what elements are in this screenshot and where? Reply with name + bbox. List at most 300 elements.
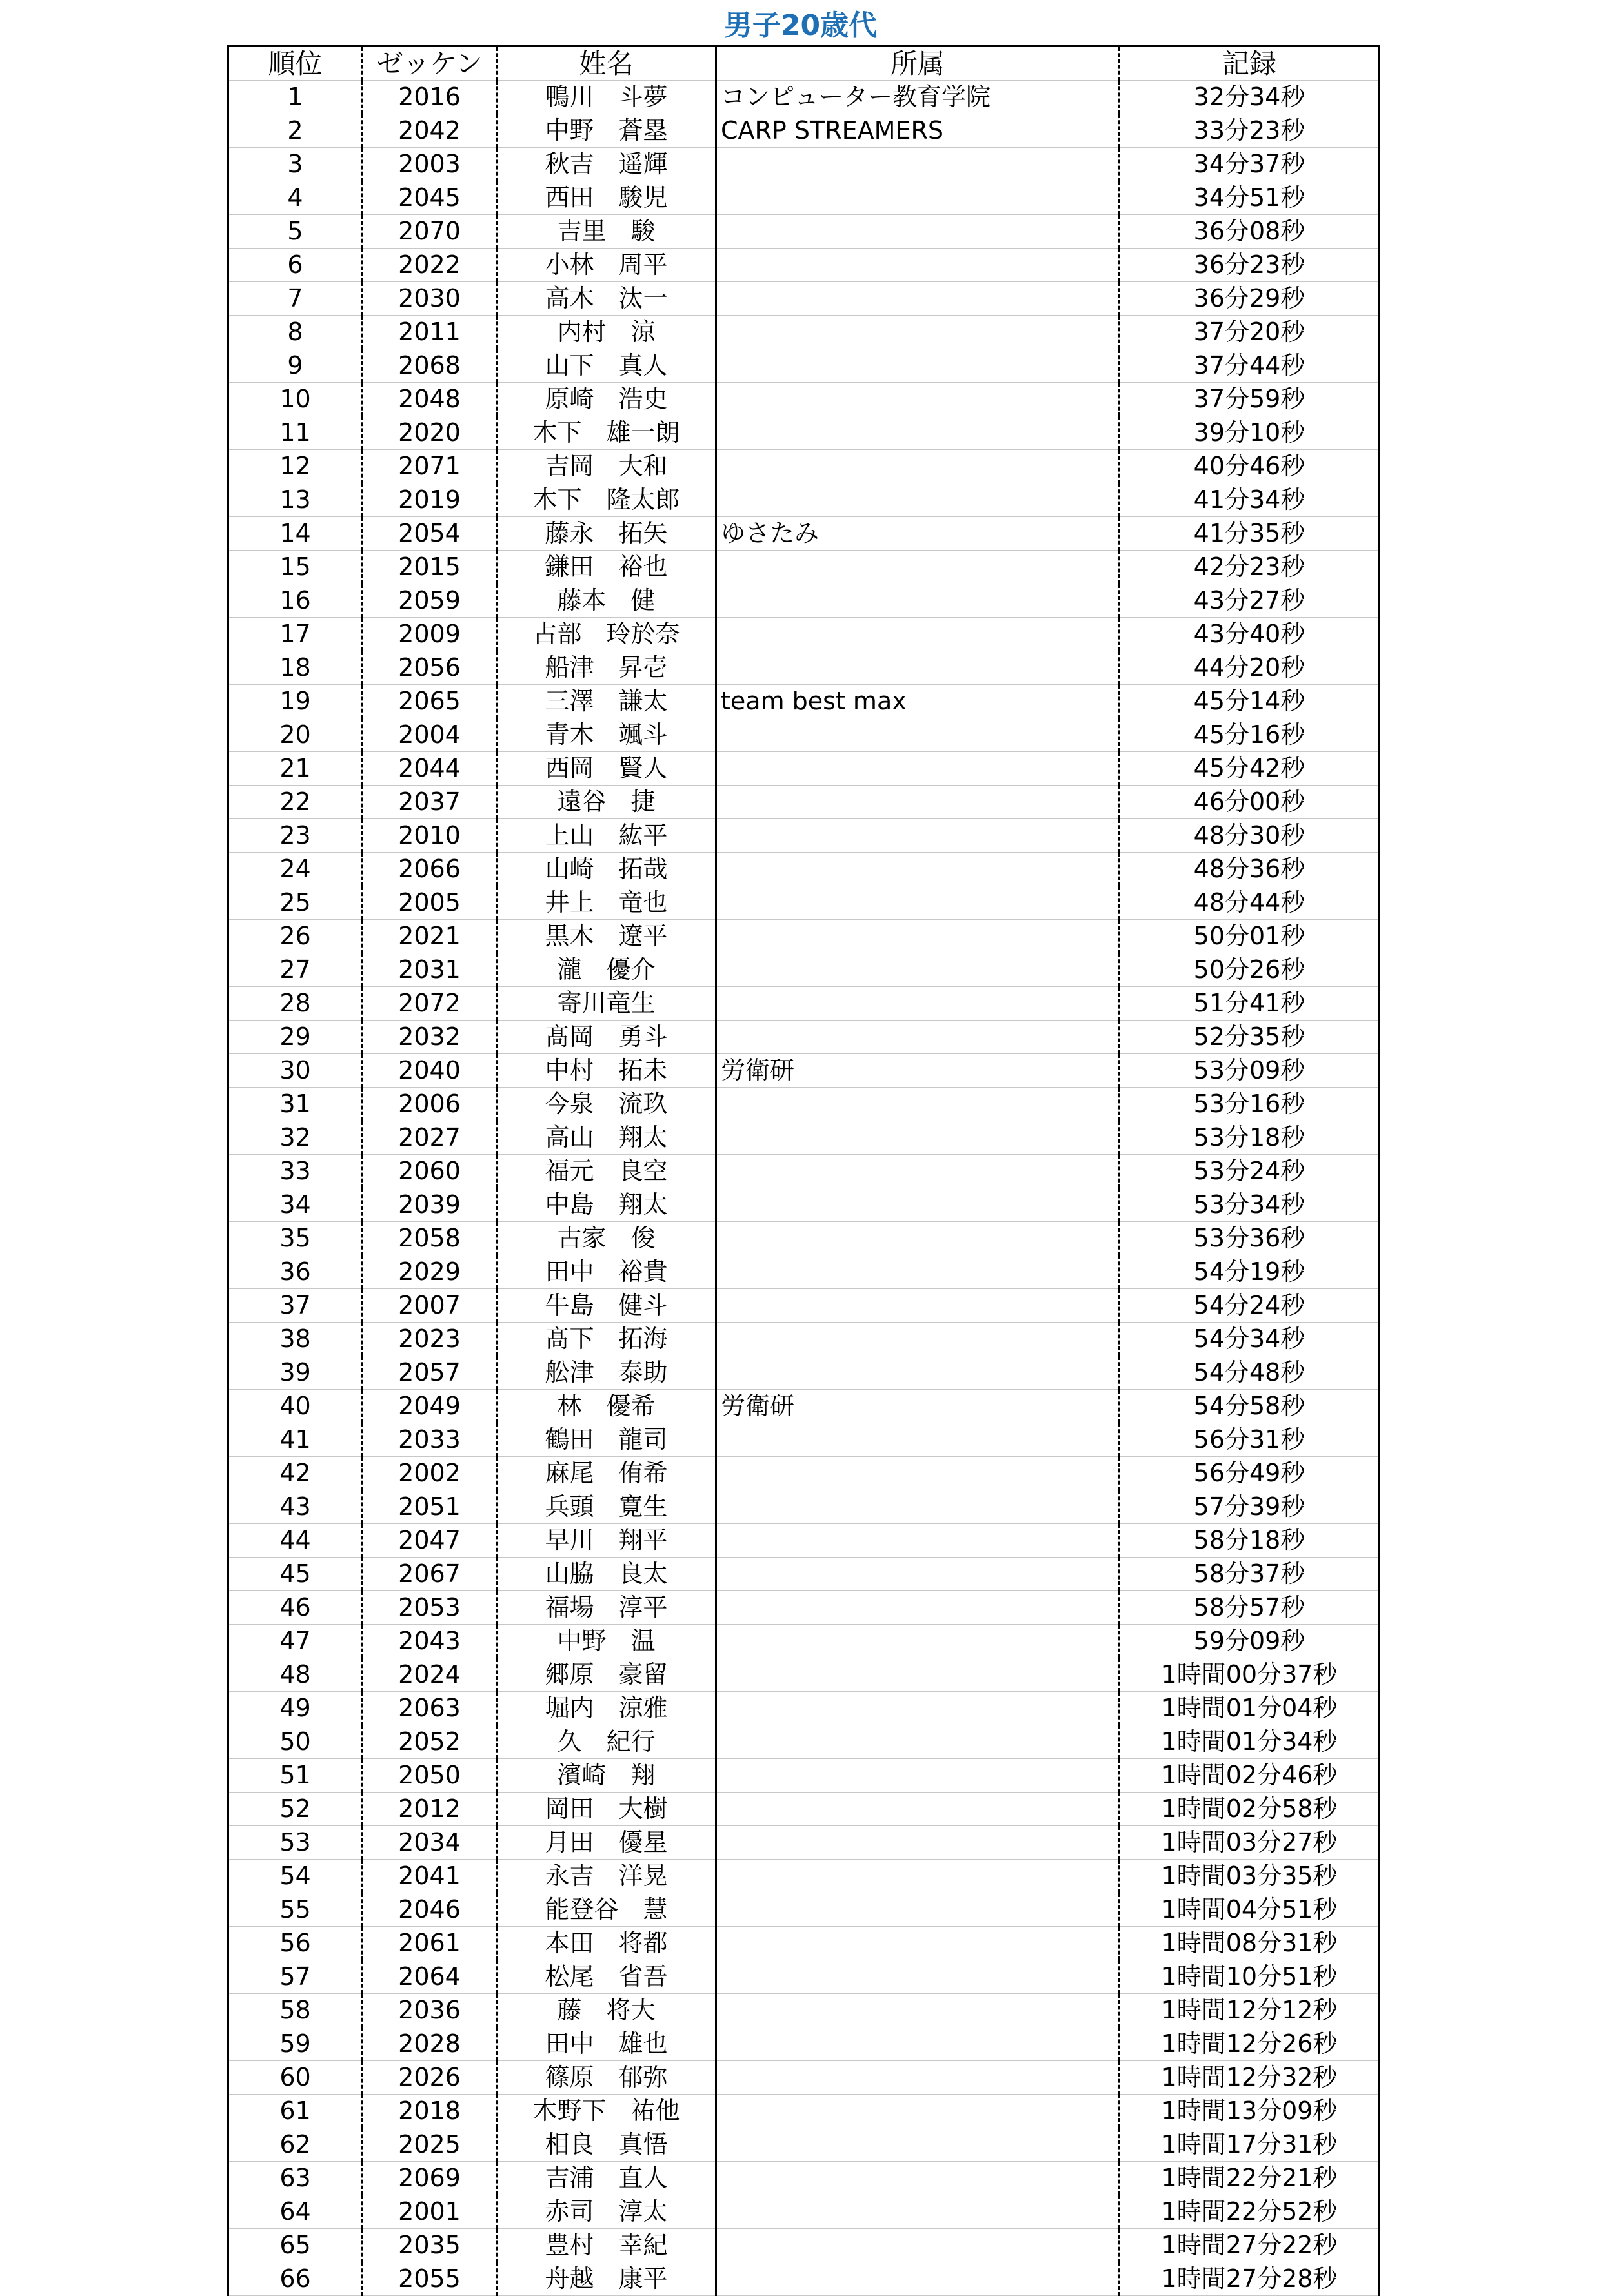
rank-cell: 13 (228, 483, 363, 517)
table-row (228, 1927, 1380, 1960)
time-cell: 45分14秒 (1120, 685, 1380, 718)
team-cell (716, 1356, 1120, 1390)
table-row (228, 181, 1380, 215)
team-cell (716, 249, 1120, 282)
bib-cell: 2056 (363, 651, 497, 685)
table-row (228, 316, 1380, 349)
bib-cell: 2044 (363, 752, 497, 786)
table-row (228, 920, 1380, 953)
rank-cell: 34 (228, 1188, 363, 1222)
name-cell: 豊村 幸紀 (497, 2229, 716, 2262)
name-cell: 赤司 淳太 (497, 2195, 716, 2229)
time-cell: 33分23秒 (1120, 114, 1380, 148)
bib-cell: 2006 (363, 1088, 497, 1121)
time-cell: 52分35秒 (1120, 1021, 1380, 1054)
team-cell (716, 651, 1120, 685)
rank-cell: 50 (228, 1725, 363, 1759)
team-cell (716, 1255, 1120, 1289)
bib-cell: 2066 (363, 853, 497, 886)
time-cell: 34分37秒 (1120, 148, 1380, 181)
team-cell (716, 886, 1120, 920)
bib-cell: 2064 (363, 1960, 497, 1994)
team-cell (716, 987, 1120, 1021)
bib-cell: 2023 (363, 1323, 497, 1356)
team-cell (716, 1188, 1120, 1222)
table-row (228, 1088, 1380, 1121)
team-cell (716, 718, 1120, 752)
rank-cell: 8 (228, 316, 363, 349)
table-row (228, 1759, 1380, 1793)
table-row (228, 1558, 1380, 1591)
time-cell: 54分24秒 (1120, 1289, 1380, 1323)
rank-cell: 12 (228, 450, 363, 483)
table-row (228, 1893, 1380, 1927)
time-cell: 41分34秒 (1120, 483, 1380, 517)
name-cell: 中野 温 (497, 1625, 716, 1658)
rank-cell: 33 (228, 1155, 363, 1188)
table-row (228, 584, 1380, 618)
bib-cell: 2003 (363, 148, 497, 181)
rank-cell: 23 (228, 819, 363, 853)
table-row (228, 2162, 1380, 2195)
bib-cell: 2030 (363, 282, 497, 316)
table-row (228, 1490, 1380, 1524)
table-row (228, 1793, 1380, 1826)
team-cell (716, 282, 1120, 316)
team-cell (716, 1860, 1120, 1893)
bib-cell: 2024 (363, 1658, 497, 1692)
bib-cell: 2067 (363, 1558, 497, 1591)
table-row (228, 1390, 1380, 1423)
rank-cell: 4 (228, 181, 363, 215)
name-cell: 吉里 駿 (497, 215, 716, 249)
time-cell: 58分57秒 (1120, 1591, 1380, 1625)
rank-cell: 31 (228, 1088, 363, 1121)
rank-cell: 18 (228, 651, 363, 685)
name-cell: 久 紀行 (497, 1725, 716, 1759)
table-row (228, 1591, 1380, 1625)
header-name: 姓名 (497, 46, 716, 81)
table-row (228, 1188, 1380, 1222)
bib-cell: 2053 (363, 1591, 497, 1625)
team-cell (716, 2027, 1120, 2061)
table-row (228, 1692, 1380, 1725)
table-row (228, 1860, 1380, 1893)
team-cell (716, 1088, 1120, 1121)
bib-cell: 2012 (363, 1793, 497, 1826)
bib-cell: 2033 (363, 1423, 497, 1457)
name-cell: 永吉 洋晃 (497, 1860, 716, 1893)
time-cell: 1時間12分32秒 (1120, 2061, 1380, 2095)
team-cell (716, 584, 1120, 618)
name-cell: 吉浦 直人 (497, 2162, 716, 2195)
team-cell (716, 1994, 1120, 2027)
table-row (228, 2229, 1380, 2262)
time-cell: 37分44秒 (1120, 349, 1380, 383)
team-cell: ゆさたみ (716, 517, 1120, 551)
time-cell: 36分29秒 (1120, 282, 1380, 316)
time-cell: 48分44秒 (1120, 886, 1380, 920)
bib-cell: 2022 (363, 249, 497, 282)
table-row (228, 2027, 1380, 2061)
bib-cell: 2043 (363, 1625, 497, 1658)
table-row (228, 1021, 1380, 1054)
table-row (228, 953, 1380, 987)
team-cell (716, 2262, 1120, 2296)
name-cell: 木野下 祐他 (497, 2095, 716, 2128)
rank-cell: 25 (228, 886, 363, 920)
name-cell: 能登谷 慧 (497, 1893, 716, 1927)
rank-cell: 30 (228, 1054, 363, 1088)
time-cell: 32分34秒 (1120, 81, 1380, 114)
rank-cell: 51 (228, 1759, 363, 1793)
team-cell (716, 148, 1120, 181)
table-row (228, 1994, 1380, 2027)
header-rank: 順位 (228, 46, 363, 81)
bib-cell: 2005 (363, 886, 497, 920)
time-cell: 54分48秒 (1120, 1356, 1380, 1390)
bib-cell: 2058 (363, 1222, 497, 1255)
bib-cell: 2016 (363, 81, 497, 114)
rank-cell: 20 (228, 718, 363, 752)
bib-cell: 2047 (363, 1524, 497, 1558)
table-row (228, 819, 1380, 853)
team-cell (716, 1625, 1120, 1658)
table-row (228, 685, 1380, 718)
rank-cell: 14 (228, 517, 363, 551)
time-cell: 1時間22分52秒 (1120, 2195, 1380, 2229)
time-cell: 1時間12分26秒 (1120, 2027, 1380, 2061)
rank-cell: 32 (228, 1121, 363, 1155)
bib-cell: 2070 (363, 215, 497, 249)
table-row (228, 1356, 1380, 1390)
team-cell (716, 1759, 1120, 1793)
time-cell: 1時間10分51秒 (1120, 1960, 1380, 1994)
team-cell: team best max (716, 685, 1120, 718)
time-cell: 37分20秒 (1120, 316, 1380, 349)
time-cell: 56分31秒 (1120, 1423, 1380, 1457)
bib-cell: 2028 (363, 2027, 497, 2061)
name-cell: 林 優希 (497, 1390, 716, 1423)
table-row (228, 1423, 1380, 1457)
name-cell: 瀧 優介 (497, 953, 716, 987)
name-cell: 山脇 良太 (497, 1558, 716, 1591)
rank-cell: 58 (228, 1994, 363, 2027)
header-time: 記録 (1120, 46, 1380, 81)
rank-cell: 42 (228, 1457, 363, 1490)
name-cell: 木下 隆太郎 (497, 483, 716, 517)
team-cell (716, 1793, 1120, 1826)
team-cell (716, 1692, 1120, 1725)
table-row (228, 148, 1380, 181)
rank-cell: 24 (228, 853, 363, 886)
name-cell: 青木 颯斗 (497, 718, 716, 752)
rank-cell: 28 (228, 987, 363, 1021)
rank-cell: 65 (228, 2229, 363, 2262)
rank-cell: 22 (228, 786, 363, 819)
bib-cell: 2059 (363, 584, 497, 618)
bib-cell: 2065 (363, 685, 497, 718)
rank-cell: 2 (228, 114, 363, 148)
rank-cell: 11 (228, 416, 363, 450)
table-row (228, 618, 1380, 651)
time-cell: 1時間02分46秒 (1120, 1759, 1380, 1793)
team-cell (716, 1558, 1120, 1591)
table-row (228, 2195, 1380, 2229)
rank-cell: 1 (228, 81, 363, 114)
time-cell: 45分42秒 (1120, 752, 1380, 786)
name-cell: 福元 良空 (497, 1155, 716, 1188)
team-cell (716, 1490, 1120, 1524)
time-cell: 41分35秒 (1120, 517, 1380, 551)
table-row (228, 483, 1380, 517)
bib-cell: 2032 (363, 1021, 497, 1054)
table-row (228, 1725, 1380, 1759)
bib-cell: 2051 (363, 1490, 497, 1524)
time-cell: 43分27秒 (1120, 584, 1380, 618)
name-cell: 藤 将大 (497, 1994, 716, 2027)
team-cell (716, 1658, 1120, 1692)
bib-cell: 2069 (363, 2162, 497, 2195)
name-cell: 本田 将都 (497, 1927, 716, 1960)
name-cell: 早川 翔平 (497, 1524, 716, 1558)
team-cell (716, 181, 1120, 215)
name-cell: 中村 拓未 (497, 1054, 716, 1088)
team-cell (716, 1323, 1120, 1356)
rank-cell: 57 (228, 1960, 363, 1994)
rank-cell: 38 (228, 1323, 363, 1356)
bib-cell: 2027 (363, 1121, 497, 1155)
table-row (228, 1524, 1380, 1558)
table-row (228, 1054, 1380, 1088)
name-cell: 西岡 賢人 (497, 752, 716, 786)
name-cell: 高山 翔太 (497, 1121, 716, 1155)
time-cell: 57分39秒 (1120, 1490, 1380, 1524)
bib-cell: 2035 (363, 2229, 497, 2262)
table-row (228, 2095, 1380, 2128)
time-cell: 1時間17分31秒 (1120, 2128, 1380, 2162)
table-row (228, 383, 1380, 416)
rank-cell: 40 (228, 1390, 363, 1423)
bib-cell: 2050 (363, 1759, 497, 1793)
table-row (228, 517, 1380, 551)
time-cell: 58分18秒 (1120, 1524, 1380, 1558)
name-cell: 福場 淳平 (497, 1591, 716, 1625)
rank-cell: 55 (228, 1893, 363, 1927)
bib-cell: 2048 (363, 383, 497, 416)
time-cell: 50分01秒 (1120, 920, 1380, 953)
bib-cell: 2011 (363, 316, 497, 349)
team-cell (716, 1155, 1120, 1188)
team-cell (716, 2128, 1120, 2162)
rank-cell: 16 (228, 584, 363, 618)
team-cell (716, 618, 1120, 651)
team-cell (716, 2195, 1120, 2229)
name-cell: 兵頭 寛生 (497, 1490, 716, 1524)
name-cell: 秋吉 遥輝 (497, 148, 716, 181)
bib-cell: 2054 (363, 517, 497, 551)
name-cell: 吉岡 大和 (497, 450, 716, 483)
name-cell: 舩津 泰助 (497, 1356, 716, 1390)
name-cell: 篠原 郁弥 (497, 2061, 716, 2095)
team-cell (716, 920, 1120, 953)
table-row (228, 886, 1380, 920)
name-cell: 田中 裕貴 (497, 1255, 716, 1289)
time-cell: 1時間03分35秒 (1120, 1860, 1380, 1893)
rank-cell: 15 (228, 551, 363, 584)
table-row (228, 349, 1380, 383)
name-cell: 船津 昇壱 (497, 651, 716, 685)
table-row (228, 786, 1380, 819)
table-row (228, 450, 1380, 483)
name-cell: 牛島 健斗 (497, 1289, 716, 1323)
results-body (228, 81, 1380, 2296)
page-title: 男子20歳代 (723, 9, 878, 42)
name-cell: 松尾 省吾 (497, 1960, 716, 1994)
rank-cell: 49 (228, 1692, 363, 1725)
name-cell: 占部 玲於奈 (497, 618, 716, 651)
bib-cell: 2042 (363, 114, 497, 148)
team-cell (716, 1121, 1120, 1155)
time-cell: 54分19秒 (1120, 1255, 1380, 1289)
team-cell (716, 1927, 1120, 1960)
team-cell (716, 2095, 1120, 2128)
team-cell (716, 383, 1120, 416)
time-cell: 53分34秒 (1120, 1188, 1380, 1222)
time-cell: 1時間01分34秒 (1120, 1725, 1380, 1759)
rank-cell: 61 (228, 2095, 363, 2128)
time-cell: 42分23秒 (1120, 551, 1380, 584)
name-cell: 山下 真人 (497, 349, 716, 383)
table-row (228, 282, 1380, 316)
rank-cell: 37 (228, 1289, 363, 1323)
header-bib: ゼッケン (363, 46, 497, 81)
rank-cell: 66 (228, 2262, 363, 2296)
team-cell (716, 450, 1120, 483)
time-cell: 39分10秒 (1120, 416, 1380, 450)
rank-cell: 63 (228, 2162, 363, 2195)
rank-cell: 56 (228, 1927, 363, 1960)
time-cell: 36分23秒 (1120, 249, 1380, 282)
table-row (228, 81, 1380, 114)
rank-cell: 44 (228, 1524, 363, 1558)
name-cell: 木下 雄一朗 (497, 416, 716, 450)
time-cell: 53分09秒 (1120, 1054, 1380, 1088)
bib-cell: 2002 (363, 1457, 497, 1490)
rank-cell: 3 (228, 148, 363, 181)
table-row (228, 752, 1380, 786)
name-cell: 鴨川 斗夢 (497, 81, 716, 114)
rank-cell: 47 (228, 1625, 363, 1658)
name-cell: 岡田 大樹 (497, 1793, 716, 1826)
time-cell: 50分26秒 (1120, 953, 1380, 987)
bib-cell: 2045 (363, 181, 497, 215)
rank-cell: 7 (228, 282, 363, 316)
name-cell: 髙下 拓海 (497, 1323, 716, 1356)
name-cell: 寄川竜生 (497, 987, 716, 1021)
bib-cell: 2037 (363, 786, 497, 819)
rank-cell: 9 (228, 349, 363, 383)
name-cell: 田中 雄也 (497, 2027, 716, 2061)
bib-cell: 2061 (363, 1927, 497, 1960)
name-cell: 鎌田 裕也 (497, 551, 716, 584)
name-cell: 藤本 健 (497, 584, 716, 618)
rank-cell: 39 (228, 1356, 363, 1390)
time-cell: 53分36秒 (1120, 1222, 1380, 1255)
team-cell (716, 1960, 1120, 1994)
time-cell: 48分30秒 (1120, 819, 1380, 853)
team-cell (716, 416, 1120, 450)
team-cell (716, 1826, 1120, 1860)
table-row (228, 1826, 1380, 1860)
table-row (228, 416, 1380, 450)
results-table (227, 45, 1380, 2296)
name-cell: 黒木 遼平 (497, 920, 716, 953)
time-cell: 59分09秒 (1120, 1625, 1380, 1658)
time-cell: 34分51秒 (1120, 181, 1380, 215)
bib-cell: 2072 (363, 987, 497, 1021)
rank-cell: 45 (228, 1558, 363, 1591)
name-cell: 中島 翔太 (497, 1188, 716, 1222)
team-cell: CARP STREAMERS (716, 114, 1120, 148)
bib-cell: 2010 (363, 819, 497, 853)
time-cell: 1時間13分09秒 (1120, 2095, 1380, 2128)
bib-cell: 2034 (363, 1826, 497, 1860)
time-cell: 1時間01分04秒 (1120, 1692, 1380, 1725)
name-cell: 麻尾 侑希 (497, 1457, 716, 1490)
table-row (228, 1960, 1380, 1994)
team-cell (716, 1222, 1120, 1255)
table-row (228, 1323, 1380, 1356)
table-row (228, 114, 1380, 148)
bib-cell: 2060 (363, 1155, 497, 1188)
team-cell (716, 349, 1120, 383)
bib-cell: 2020 (363, 416, 497, 450)
bib-cell: 2068 (363, 349, 497, 383)
table-row (228, 1658, 1380, 1692)
name-cell: 堀内 涼雅 (497, 1692, 716, 1725)
bib-cell: 2025 (363, 2128, 497, 2162)
team-cell: コンピューター教育学院 (716, 81, 1120, 114)
bib-cell: 2018 (363, 2095, 497, 2128)
header-row (228, 46, 1380, 81)
team-cell (716, 1725, 1120, 1759)
table-row (228, 2128, 1380, 2162)
table-row (228, 215, 1380, 249)
rank-cell: 41 (228, 1423, 363, 1457)
time-cell: 54分58秒 (1120, 1390, 1380, 1423)
table-row (228, 551, 1380, 584)
bib-cell: 2019 (363, 483, 497, 517)
table-row (228, 249, 1380, 282)
name-cell: 内村 涼 (497, 316, 716, 349)
bib-cell: 2026 (363, 2061, 497, 2095)
name-cell: 月田 優星 (497, 1826, 716, 1860)
bib-cell: 2007 (363, 1289, 497, 1323)
name-cell: 濱崎 翔 (497, 1759, 716, 1793)
name-cell: 相良 真悟 (497, 2128, 716, 2162)
bib-cell: 2029 (363, 1255, 497, 1289)
name-cell: 今泉 流玖 (497, 1088, 716, 1121)
name-cell: 高木 汰一 (497, 282, 716, 316)
table-row (228, 987, 1380, 1021)
rank-cell: 6 (228, 249, 363, 282)
table-row (228, 2061, 1380, 2095)
team-cell (716, 953, 1120, 987)
team-cell (716, 752, 1120, 786)
name-cell: 鶴田 龍司 (497, 1423, 716, 1457)
name-cell: 古家 俊 (497, 1222, 716, 1255)
